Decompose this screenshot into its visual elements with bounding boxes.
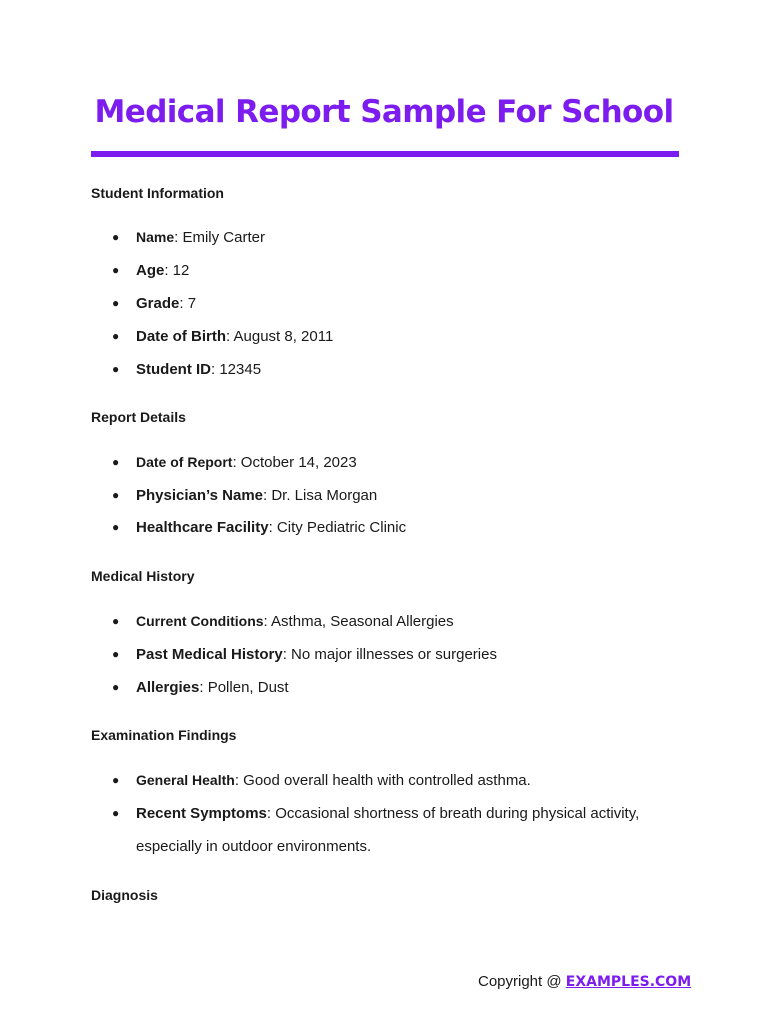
item-value: : 7: [179, 295, 197, 312]
item-label: Past Medical History: [136, 646, 283, 663]
item-label: Recent Symptoms: [136, 805, 267, 822]
bullet-icon: ●: [112, 647, 120, 661]
bullet-icon: ●: [112, 520, 120, 534]
list-item-name: [112, 221, 672, 254]
item-value: : No major illnesses or surgeries: [282, 646, 497, 663]
list-item-recent-symptoms: [112, 797, 652, 863]
bullet-icon: ●: [112, 455, 120, 469]
copyright-text: Copyright @: [478, 973, 566, 990]
section-heading-student-information: Student Information: [91, 185, 224, 201]
item-value: : Asthma, Seasonal Allergies: [263, 613, 454, 630]
list-item-past-medical-history: [112, 638, 672, 671]
item-value: : Emily Carter: [174, 229, 265, 246]
item-label: Physician’s Name: [136, 487, 264, 504]
item-value: : City Pediatric Clinic: [268, 519, 407, 536]
list-item-age: [112, 254, 672, 287]
list-item-student-id: [112, 353, 672, 386]
list-item-physician-name: [112, 479, 672, 512]
bullet-icon: ●: [112, 362, 120, 376]
bullet-icon: ●: [112, 773, 120, 787]
item-value: : August 8, 2011: [226, 328, 334, 345]
title-divider: [91, 151, 679, 157]
item-value: : Dr. Lisa Morgan: [263, 487, 378, 504]
footer-copyright: [478, 972, 691, 992]
bullet-icon: ●: [112, 296, 120, 310]
list-item-grade: [112, 287, 672, 320]
item-value: : Occasional shortness of breath during physical activity, especially in outdoor environments.: [136, 805, 640, 855]
section-heading-examination-findings: Examination Findings: [91, 727, 237, 743]
bullet-icon: ●: [112, 263, 120, 277]
bullet-icon: ●: [112, 329, 120, 343]
item-label: Current Conditions: [136, 613, 264, 629]
item-value: : October 14, 2023: [232, 454, 357, 471]
bullet-icon: ●: [112, 488, 120, 502]
list-item-date-of-birth: [112, 320, 672, 353]
item-value: : Good overall health with controlled asthma.: [234, 772, 531, 789]
bullet-icon: ●: [112, 614, 120, 628]
item-value: : 12: [164, 262, 190, 279]
item-label: Age: [136, 262, 165, 279]
item-label: Date of Birth: [136, 328, 226, 345]
page-title: Medical Report Sample For School: [94, 94, 674, 130]
section-heading-report-details: Report Details: [91, 409, 186, 425]
bullet-icon: ●: [112, 230, 120, 244]
list-item-healthcare-facility: [112, 511, 672, 544]
item-value: : Pollen, Dust: [199, 679, 289, 696]
bullet-icon: ●: [112, 680, 120, 694]
list-item-current-conditions: [112, 605, 672, 638]
list-item-allergies: [112, 671, 672, 704]
item-label: Date of Report: [136, 454, 233, 470]
list-item-date-of-report: [112, 446, 672, 479]
item-value: : 12345: [211, 361, 262, 378]
section-heading-medical-history: Medical History: [91, 568, 195, 584]
list-item-general-health: [112, 764, 672, 797]
item-label: Allergies: [136, 679, 200, 696]
item-label: Healthcare Facility: [136, 519, 269, 536]
item-label: Student ID: [136, 361, 211, 378]
item-label: General Health: [136, 772, 235, 788]
examples-link[interactable]: EXAMPLES.COM: [565, 974, 692, 990]
item-label: Grade: [136, 295, 180, 312]
section-heading-diagnosis: Diagnosis: [91, 887, 158, 903]
bullet-icon: ●: [112, 806, 120, 820]
item-label: Name: [136, 229, 175, 245]
